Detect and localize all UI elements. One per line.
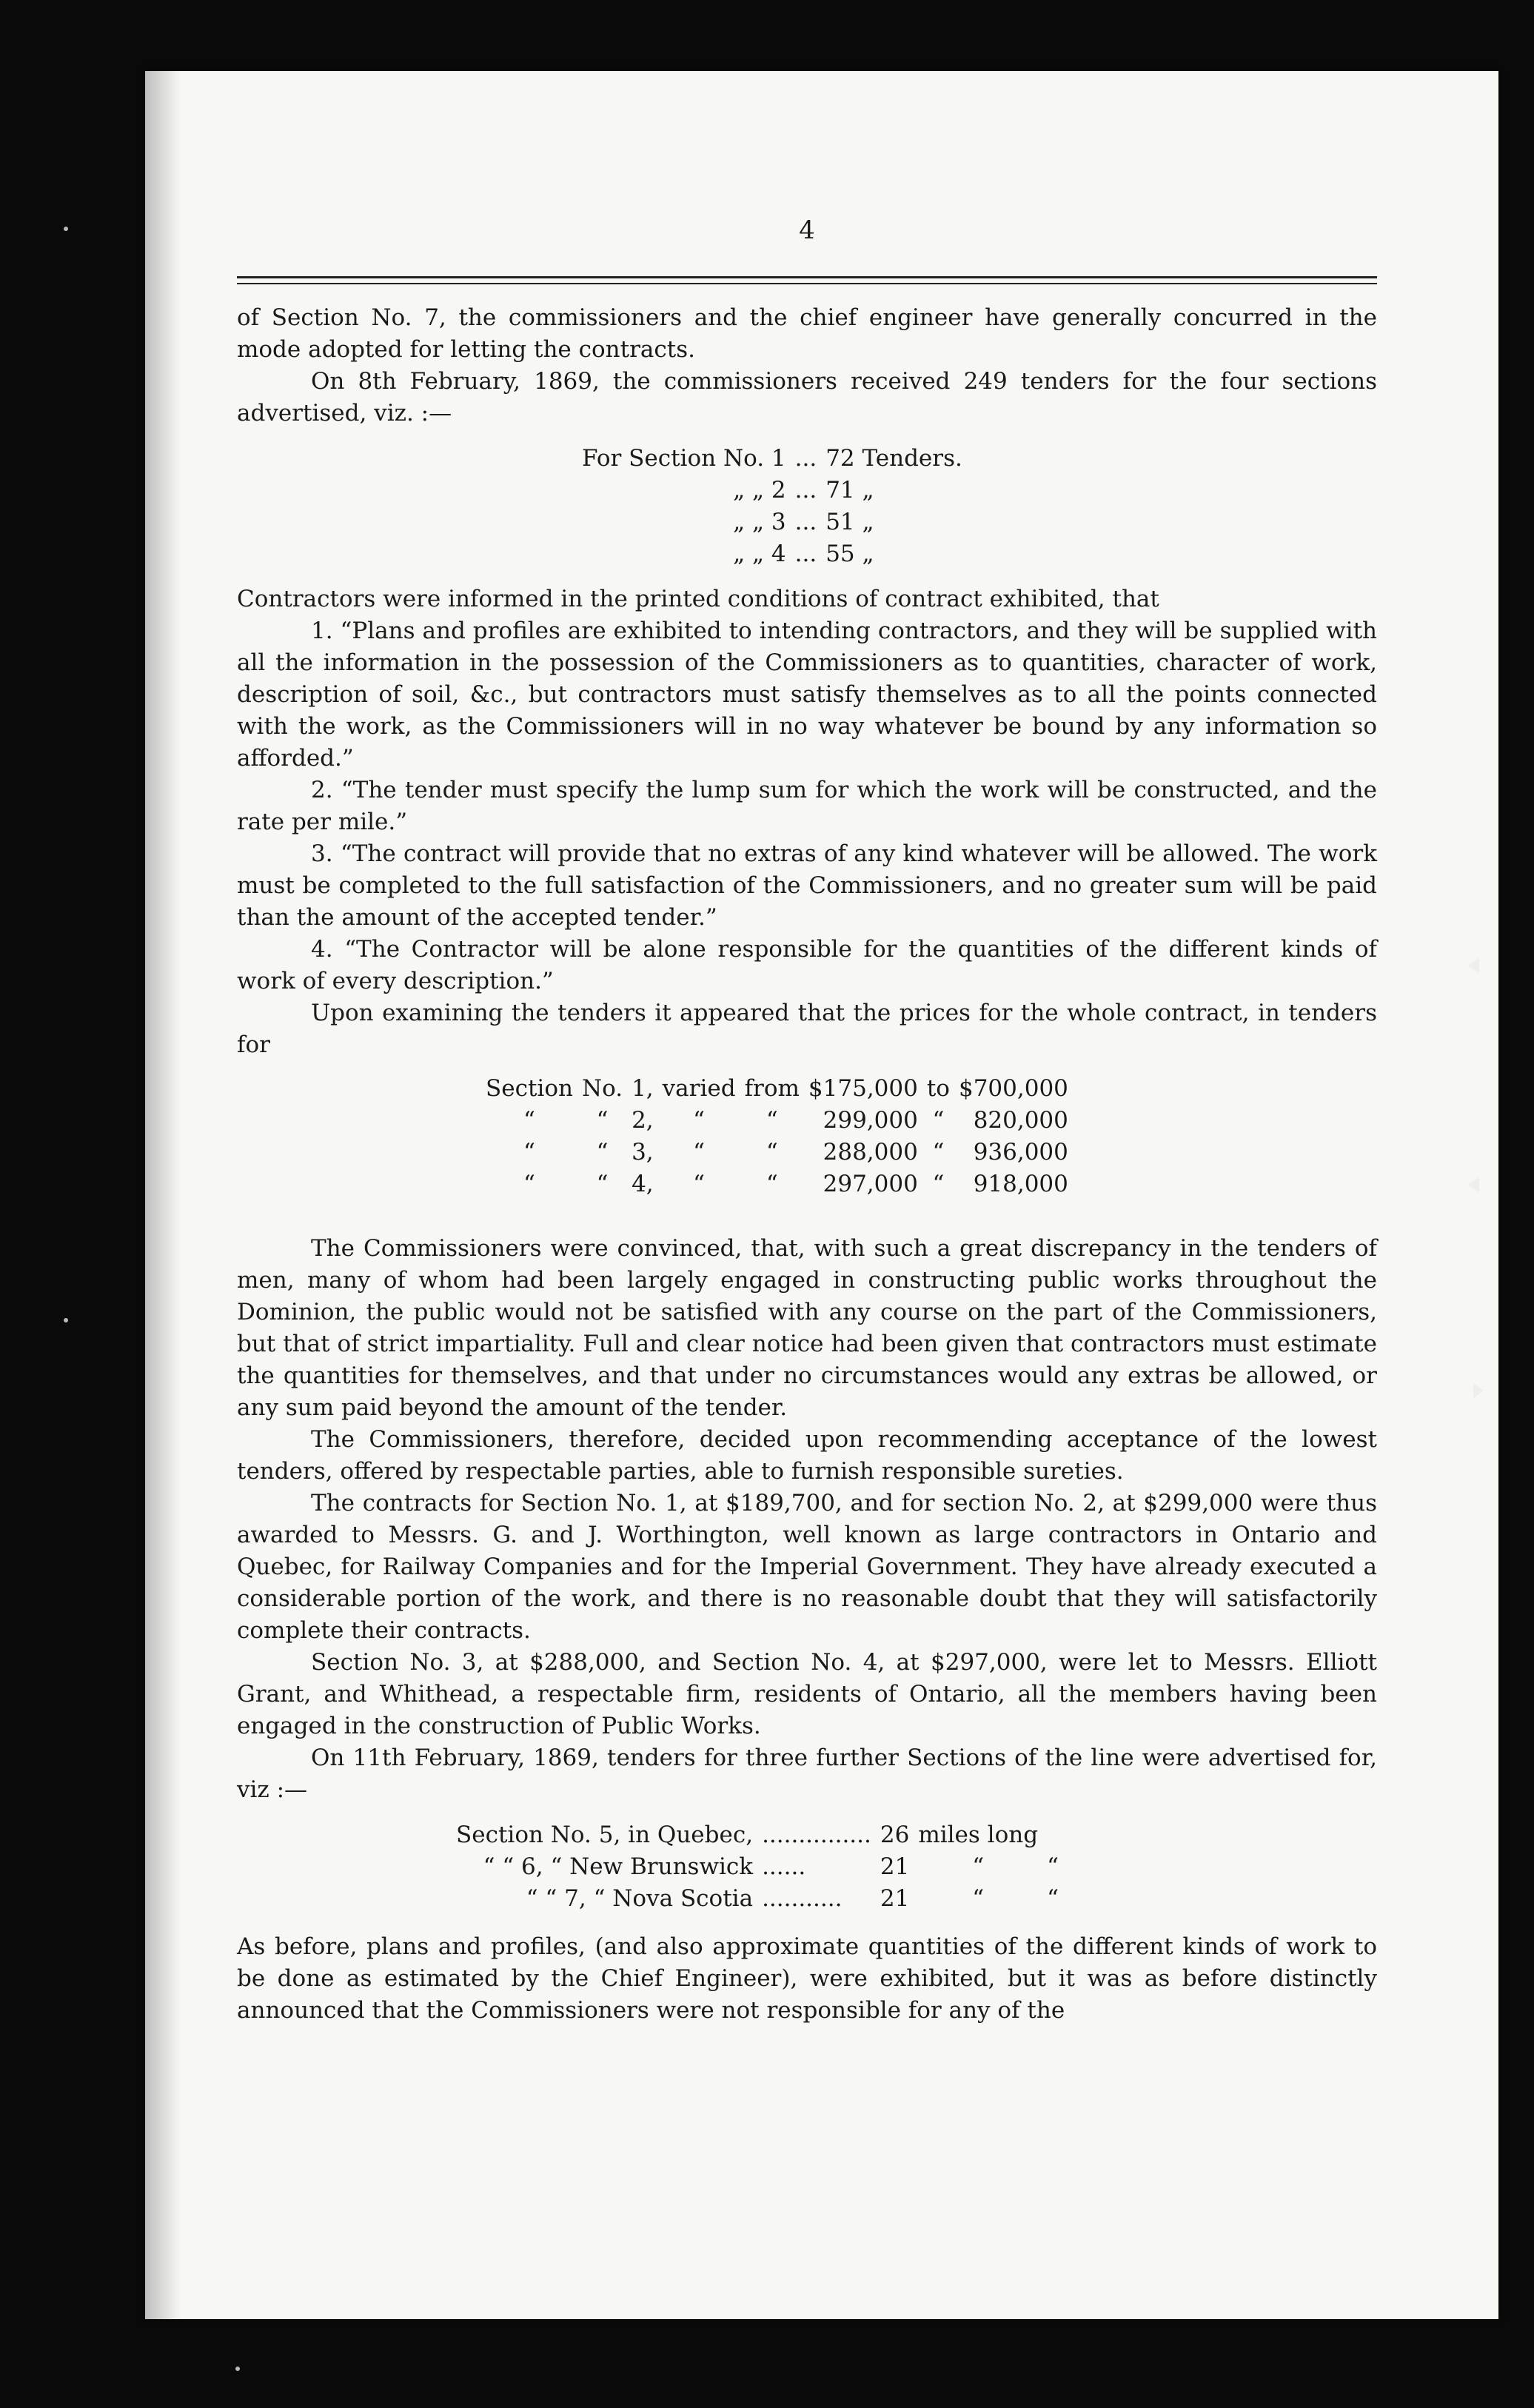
table-cell: “ (972, 1853, 985, 1880)
table-cell: 21 (880, 1853, 910, 1880)
table-row (577, 506, 967, 538)
scan-speck (235, 2367, 240, 2371)
table-cell: „ „ 2 (733, 477, 786, 504)
page-content (237, 215, 1377, 2027)
table-cell: “ (932, 1107, 945, 1134)
paragraph-4: 1. “Plans and profiles are exhibited to intending contractors, and they will be supplied with all the information in the possession of the Commissioners as to quantities, character of work, description of soil, &c., but contractors must satisfy themselves as to all the points connected with the work, as the Commissioners will in no way whatever be bound by any information so afforded.” (237, 618, 1377, 772)
margin-arrow-icon (1473, 1383, 1484, 1398)
table-cell: No. (581, 1075, 623, 1102)
table-row (452, 1883, 1063, 1915)
table-cell: 55 „ (825, 541, 874, 567)
table-cell: „ „ 4 (733, 541, 786, 567)
table-row (452, 1851, 1063, 1883)
table-cell: ... (794, 445, 817, 472)
paragraph-10: The Commissioners, therefore, decided upon recommending acceptance of the lowest tenders, offered by respectable parties, able to furnish responsible sureties. (237, 1426, 1377, 1485)
table-cell: 1, (632, 1075, 654, 1102)
sections-table (452, 1819, 1063, 1915)
table-cell: “ (1047, 1885, 1059, 1912)
table-cell: 2, (632, 1107, 654, 1134)
table-cell: For Section No. 1 (582, 445, 786, 472)
table-cell: “ (596, 1171, 609, 1197)
table-cell: to (926, 1075, 950, 1102)
margin-arrow-icon (1467, 958, 1479, 973)
paragraph-6: 3. “The contract will provide that no extras of any kind whatever will be allowed. The work must be completed to the full satisfaction of the Commissioners, and no greater sum will be paid than the amount of the accepted tender.” (237, 840, 1377, 931)
table-cell: “ (932, 1171, 945, 1197)
table-cell: “ (1047, 1853, 1059, 1880)
table-cell: “ “ 6, “ New Brunswick (483, 1853, 754, 1880)
table-cell: 26 (880, 1822, 910, 1848)
table-cell: ... (794, 509, 817, 535)
table-row (481, 1073, 1073, 1105)
table-row (577, 443, 967, 475)
table-cell: 4, (632, 1171, 654, 1197)
table-cell: Section (486, 1075, 573, 1102)
paragraph-1: of Section No. 7, the commissioners and the chief engineer have generally concurred in the mode adopted for letting the contracts. (237, 304, 1377, 363)
table-row (452, 1819, 1063, 1851)
table-row (481, 1168, 1073, 1200)
table-cell: varied (662, 1075, 736, 1102)
prices-table (481, 1073, 1073, 1200)
table-cell: ... (794, 541, 817, 567)
paragraph-14: As before, plans and profiles, (and also approximate quantities of the different kinds of work to be done as estimated by the Chief Engineer), were exhibited, but it was as before distinctly announced that the Commissioners were not responsible for any of the (237, 1933, 1377, 2024)
paragraph-13: On 11th February, 1869, tenders for three further Sections of the line were advertised for, viz :— (237, 1745, 1377, 1803)
page-number: 4 (799, 215, 815, 245)
table-cell: 936,000 (973, 1139, 1068, 1165)
table-cell: from (744, 1075, 800, 1102)
paragraph-8: Upon examining the tenders it appeared that the prices for the whole contract, in tenders for (237, 1000, 1377, 1058)
table-cell: $700,000 (958, 1075, 1068, 1102)
table-cell: ............... (762, 1822, 871, 1848)
table-row (481, 1105, 1073, 1137)
page-edge-shadow (145, 71, 181, 2319)
table-cell: “ (523, 1139, 535, 1165)
header-rule-thin (237, 283, 1377, 284)
table-cell: $175,000 (808, 1075, 918, 1102)
paragraph-9: The Commissioners were convinced, that, with such a great discrepancy in the tenders of men, many of whom had been largely engaged in constructing public works throughout the Dominion, the public would not be satisfied with any course on the part of the Commissioners, but that of strict impartiality. Full and clear notice had been given that contractors must estimate the quantities for themselves, and that under no circumstances would any extras be allowed, or any sum paid beyond the amount of the tender. (237, 1235, 1377, 1421)
table-cell: “ (693, 1171, 706, 1197)
table-cell: “ (523, 1107, 535, 1134)
table-row (577, 475, 967, 506)
scan-speck (64, 1318, 68, 1322)
tenders-table (577, 443, 967, 570)
paragraph-7: 4. “The Contractor will be alone responsible for the quantities of the different kinds of work of every description.” (237, 936, 1377, 994)
table-cell: miles long (918, 1822, 1039, 1848)
header-rule-thick (237, 276, 1377, 278)
table-cell: 51 „ (825, 509, 874, 535)
table-cell: 820,000 (973, 1107, 1068, 1134)
table-cell: 918,000 (973, 1171, 1068, 1197)
table-cell: “ (596, 1107, 609, 1134)
table-cell: “ “ 7, “ Nova Scotia (526, 1885, 754, 1912)
table-cell: ... (794, 477, 817, 504)
paragraph-12: Section No. 3, at $288,000, and Section No. 4, at $297,000, were let to Messrs. Elliott Grant, and Whithead, a respectable firm, residents of Ontario, all the members having been engaged in the construction of Public Works. (237, 1649, 1377, 1739)
table-cell: “ (693, 1139, 706, 1165)
table-row (577, 538, 967, 570)
paragraph-11: The contracts for Section No. 1, at $189,700, and for section No. 2, at $299,000 were thus awarded to Messrs. G. and J. Worthington, well known as large contractors in Ontario and Quebec, for Railway Companies and for the Imperial Government. They have already executed a considerable portion of the work, and there is no reasonable doubt that they will satisfactorily complete their contracts. (237, 1490, 1377, 1644)
table-cell: 21 (880, 1885, 910, 1912)
table-cell (1042, 1819, 1063, 1851)
table-cell: 71 „ (825, 477, 874, 504)
table-cell: “ (693, 1107, 706, 1134)
header-rule (237, 276, 1377, 284)
paragraph-5: 2. “The tender must specify the lump sum for which the work will be constructed, and the rate per mile.” (237, 777, 1377, 835)
table-cell: 297,000 (823, 1171, 918, 1197)
table-cell: ...... (762, 1853, 806, 1880)
paragraph-2: On 8th February, 1869, the commissioners received 249 tenders for the four sections advertised, viz. :— (237, 368, 1377, 427)
table-cell: Section No. 5, in Quebec, (456, 1822, 754, 1848)
paragraph-3: Contractors were informed in the printed conditions of contract exhibited, that (237, 586, 1159, 612)
table-cell: “ (766, 1107, 778, 1134)
table-cell: “ (523, 1171, 535, 1197)
scan-speck (64, 227, 68, 231)
table-cell: 72 Tenders. (825, 445, 962, 472)
table-cell: “ (972, 1885, 985, 1912)
table-cell: ........... (762, 1885, 843, 1912)
table-cell: 299,000 (823, 1107, 918, 1134)
table-cell: 3, (632, 1139, 654, 1165)
table-row (481, 1137, 1073, 1168)
table-cell: „ „ 3 (733, 509, 786, 535)
table-cell: “ (932, 1139, 945, 1165)
table-cell: “ (596, 1139, 609, 1165)
table-cell: “ (766, 1139, 778, 1165)
margin-arrow-icon (1467, 1177, 1479, 1192)
table-cell: “ (766, 1171, 778, 1197)
table-cell: 288,000 (823, 1139, 918, 1165)
